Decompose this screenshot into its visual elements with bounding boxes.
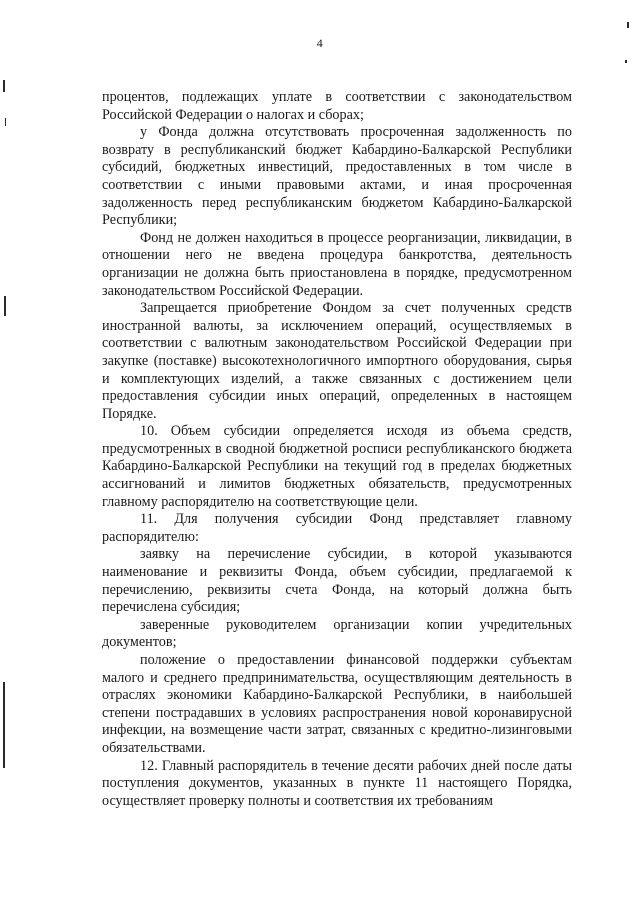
scan-margin-mark xyxy=(625,60,627,63)
paragraph: Фонд не должен находиться в процессе реорганизации, ликвидации, в отношении него не введена процедура банкротства, деятельность организации не должна быть приостановлена в порядке, предусмотренном законодательством Российской Федерации. xyxy=(102,229,572,299)
scan-margin-mark xyxy=(4,296,6,316)
page-number: 4 xyxy=(316,36,324,50)
paragraph: положение о предоставлении финансовой поддержки субъектам малого и среднего предпринимательства, осуществляющим деятельность в отраслях экономики Кабардино-Балкарской Республики, в наибольшей степени пострадавших в условиях распространения новой коронавирусной инфекции, на возмещение части затрат, связанных с кредитно-лизинговыми обязательствами. xyxy=(102,652,572,756)
paragraph: Запрещается приобретение Фондом за счет полученных средств иностранной валюты, за исключением операций, осуществляемых в соответствии с валютным законодательством Российской Федерации при закупке (поставке) высокотехнологичного импортного оборудования, сырья и комплектующих изделий, а также связанных с достижением цели предоставления субсидии иных операций, определенных в настоящем Порядке. xyxy=(102,300,572,422)
paragraph: 11. Для получения субсидии Фонд представляет главному распорядителю: xyxy=(102,511,572,545)
scan-margin-mark xyxy=(5,118,6,126)
paragraph: заявку на перечисление субсидии, в которой указываются наименование и реквизиты Фонда, объем субсидии, предлагаемой к перечислению, реквизиты счета Фонда, на который должна быть перечислена субсидия; xyxy=(102,546,572,616)
scan-margin-mark xyxy=(627,22,629,28)
paragraph: у Фонда должна отсутствовать просроченная задолженность по возврату в республиканский бюджет Кабардино-Балкарской Республики субсидий, бюджетных инвестиций, предоставленных в том числе в соответствии с иными правовыми актами, и иная просроченная задолженность перед республиканским бюджетом Кабардино-Балкарской Республики; xyxy=(102,124,572,229)
scan-margin-mark xyxy=(3,80,5,92)
paragraph: 12. Главный распорядитель в течение десяти рабочих дней после даты поступления документов, указанных в пункте 11 настоящего Порядка, осуществляет проверку полноты и соответствия их требованиям xyxy=(102,757,572,809)
paragraph: процентов, подлежащих уплате в соответствии с законодательством Российской Федерации о налогах и сборах; xyxy=(102,89,572,123)
scan-margin-mark xyxy=(3,682,5,768)
paragraph: 10. Объем субсидии определяется исходя из объема средств, предусмотренных в сводной бюджетной росписи республиканского бюджета Кабардино-Балкарской Республики на текущий год в пределах бюджетных ассигнований и лимитов бюджетных обязательств, предусмотренных главному распорядителю на соответствующие цели. xyxy=(102,423,572,510)
paragraph: заверенные руководителем организации копии учредительных документов; xyxy=(102,616,572,651)
document-body xyxy=(102,89,572,810)
